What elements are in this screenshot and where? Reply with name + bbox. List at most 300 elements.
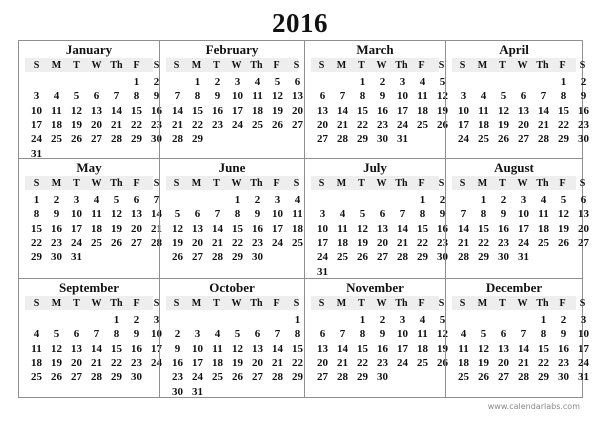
day-cell: 24 [458,133,469,146]
day-cell: 10 [458,104,469,117]
day-cell: 7 [520,328,527,341]
weekday-label: S [153,178,160,189]
day-cell: 6 [133,194,140,206]
day-cell: 1 [359,314,366,326]
day-cell: 12 [498,104,509,117]
day-cell: 22 [538,356,549,369]
month-name: March [356,42,394,57]
day-cell: 21 [397,236,408,249]
day-cell: 20 [498,356,509,369]
day-cell: 19 [272,104,283,117]
calendar-year-title: 2016 [272,8,328,38]
day-cell: 21 [458,236,469,249]
weekday-label: F [273,178,280,189]
weekday-label: Th [395,178,408,189]
day-cell: 21 [337,118,348,131]
weekday-label: M [477,178,488,189]
day-cell: 18 [417,342,428,355]
day-cell: 25 [91,236,102,249]
weekday-label: S [318,298,325,309]
calendar-grid [18,40,589,398]
weekday-label: W [376,178,387,189]
day-cell: 23 [212,118,223,131]
day-cell: 17 [578,342,589,355]
day-cell: 8 [33,208,40,221]
day-cell: 6 [379,208,386,221]
day-cell: 26 [478,371,489,384]
day-cell: 19 [51,356,62,369]
day-cell: 29 [558,133,569,146]
day-cell: 25 [292,236,303,249]
day-cell: 3 [520,194,527,206]
day-cell: 31 [71,251,82,264]
day-cell: 7 [399,208,406,221]
day-cell: 14 [172,104,183,117]
day-cell: 18 [212,356,223,369]
day-cell: 30 [172,385,183,398]
day-cell: 6 [520,90,527,103]
day-cell: 29 [357,371,368,384]
day-cell: 17 [151,342,162,355]
day-cell: 12 [558,208,569,221]
day-cell: 18 [51,118,62,131]
day-cell: 17 [458,118,469,131]
day-cell: 6 [194,208,201,221]
weekday-label: F [559,298,566,309]
weekday-label: W [231,178,242,189]
day-cell: 13 [578,208,589,221]
day-cell: 8 [419,208,426,221]
weekday-label: S [438,298,445,309]
day-cell: 7 [339,90,346,103]
weekday-label: S [173,298,180,309]
day-cell: 2 [379,314,386,326]
weekday-label: S [459,178,466,189]
day-cell: 9 [580,90,587,103]
weekday-label: Th [536,298,549,309]
day-cell: 6 [319,90,326,103]
day-cell: 14 [518,342,529,355]
day-cell: 11 [91,208,102,221]
day-cell: 6 [580,194,587,206]
day-cell: 27 [131,236,142,249]
day-cell: 25 [31,371,42,384]
day-cell: 3 [580,314,587,326]
day-cell: 22 [357,356,368,369]
weekday-label: Th [536,178,549,189]
weekday-label: W [517,298,528,309]
day-cell: 5 [274,76,281,88]
day-cell: 8 [133,90,140,103]
day-cell: 7 [113,90,120,103]
day-cell: 10 [518,208,529,221]
day-cell: 25 [417,118,428,131]
day-cell: 19 [498,118,509,131]
weekday-label: W [91,298,102,309]
day-cell: 2 [53,194,60,206]
day-cell: 16 [212,104,223,117]
day-cell: 7 [214,208,221,221]
day-cell: 14 [397,222,408,235]
month-name: October [209,280,255,295]
day-cell: 2 [439,194,446,206]
day-cell: 14 [458,222,469,235]
day-cell: 20 [292,104,303,117]
weekday-label: Th [250,298,263,309]
day-cell: 11 [252,90,263,103]
weekday-label: S [33,298,40,309]
weekday-label: Th [395,60,408,71]
day-cell: 16 [558,342,569,355]
day-cell: 1 [234,194,241,206]
day-cell: 18 [478,118,489,131]
day-cell: 26 [498,133,509,146]
day-cell: 26 [71,133,82,146]
weekday-label: W [231,60,242,71]
day-cell: 20 [317,356,328,369]
day-cell: 13 [518,104,529,117]
weekday-label: M [336,298,347,309]
day-cell: 26 [437,356,448,369]
weekday-label: S [173,178,180,189]
day-cell: 12 [357,222,368,235]
day-cell: 3 [319,208,326,221]
day-cell: 29 [232,251,243,264]
day-cell: 21 [172,118,183,131]
day-cell: 13 [317,104,328,117]
day-cell: 16 [151,104,162,117]
day-cell: 23 [377,118,388,131]
month-name: January [65,42,113,57]
day-cell: 15 [558,104,569,117]
day-cell: 7 [274,328,281,341]
day-cell: 30 [377,133,388,146]
weekday-label: Th [250,178,263,189]
month-name: June [218,160,246,175]
weekday-label: S [153,298,160,309]
day-cell: 29 [192,133,203,146]
day-cell: 8 [540,328,547,341]
day-cell: 24 [578,356,589,369]
day-cell: 16 [252,222,263,235]
day-cell: 13 [192,222,203,235]
weekday-label: W [231,298,242,309]
day-cell: 5 [73,90,80,103]
day-cell: 15 [31,222,42,235]
day-cell: 12 [172,222,183,235]
day-cell: 13 [252,342,263,355]
weekday-label: F [559,178,566,189]
day-cell: 20 [578,222,589,235]
day-cell: 3 [399,76,406,88]
day-cell: 8 [294,328,301,341]
weekday-label: S [153,60,160,71]
day-cell: 1 [419,194,426,206]
day-cell: 24 [317,251,328,264]
day-cell: 31 [192,385,203,398]
day-cell: 9 [379,328,386,341]
weekday-label: S [33,60,40,71]
day-cell: 2 [133,314,140,326]
day-cell: 22 [31,236,42,249]
weekday-label: Th [395,298,408,309]
day-cell: 14 [151,208,162,221]
day-cell: 20 [317,118,328,131]
weekday-label: T [499,298,506,309]
day-cell: 18 [538,222,549,235]
day-cell: 24 [397,118,408,131]
day-cell: 21 [111,118,122,131]
day-cell: 17 [317,236,328,249]
weekday-label: S [293,298,300,309]
weekday-label: T [213,60,220,71]
day-cell: 4 [214,328,221,341]
day-cell: 2 [153,76,160,88]
day-cell: 22 [232,236,243,249]
month-january [19,41,162,160]
day-cell: 4 [93,194,100,206]
day-cell: 29 [292,371,303,384]
day-cell: 14 [337,104,348,117]
day-cell: 15 [131,104,142,117]
day-cell: 14 [538,104,549,117]
day-cell: 18 [458,356,469,369]
weekday-label: F [559,60,566,71]
day-cell: 30 [498,251,509,264]
day-cell: 21 [337,356,348,369]
day-cell: 7 [93,328,100,341]
day-cell: 17 [232,104,243,117]
day-cell: 11 [478,104,489,117]
day-cell: 23 [51,236,62,249]
weekday-label: Th [536,60,549,71]
day-cell: 27 [292,118,303,131]
day-cell: 18 [417,104,428,117]
weekday-label: M [477,60,488,71]
day-cell: 1 [359,76,366,88]
weekday-label: T [213,298,220,309]
day-cell: 30 [252,251,263,264]
day-cell: 3 [460,90,467,103]
day-cell: 4 [339,208,346,221]
day-cell: 11 [292,208,303,221]
day-cell: 21 [272,356,283,369]
day-cell: 19 [111,222,122,235]
day-cell: 19 [357,236,368,249]
day-cell: 4 [254,76,261,88]
weekday-label: F [418,298,425,309]
day-cell: 23 [558,356,569,369]
day-cell: 3 [399,314,406,326]
day-cell: 1 [560,76,567,88]
weekday-label: F [273,298,280,309]
day-cell: 16 [377,104,388,117]
day-cell: 1 [294,314,301,326]
day-cell: 13 [292,90,303,103]
day-cell: 28 [337,371,348,384]
day-cell: 8 [359,90,366,103]
day-cell: 9 [379,90,386,103]
day-cell: 20 [71,356,82,369]
day-cell: 5 [439,76,446,88]
day-cell: 17 [71,222,82,235]
day-cell: 7 [339,328,346,341]
weekday-label: S [579,298,586,309]
day-cell: 29 [31,251,42,264]
day-cell: 28 [172,133,183,146]
weekday-label: F [133,178,140,189]
day-cell: 28 [458,251,469,264]
day-cell: 3 [33,90,40,103]
weekday-label: T [499,178,506,189]
day-cell: 30 [151,133,162,146]
day-cell: 11 [417,90,428,103]
day-cell: 10 [272,208,283,221]
month-name: May [76,160,102,175]
day-cell: 25 [458,371,469,384]
day-cell: 22 [357,118,368,131]
day-cell: 11 [212,342,223,355]
weekday-label: W [517,178,528,189]
weekday-label: F [418,60,425,71]
day-cell: 14 [111,104,122,117]
day-cell: 27 [317,371,328,384]
weekday-label: M [51,60,62,71]
day-cell: 4 [480,90,487,103]
day-cell: 1 [194,76,201,88]
day-cell: 23 [131,356,142,369]
weekday-label: M [51,298,62,309]
day-cell: 2 [174,328,181,341]
weekday-label: S [293,178,300,189]
weekday-label: T [213,178,220,189]
day-cell: 22 [131,118,142,131]
day-cell: 18 [91,222,102,235]
day-cell: 26 [558,236,569,249]
day-cell: 16 [578,104,589,117]
weekday-label: M [336,178,347,189]
day-cell: 22 [192,118,203,131]
weekday-label: S [293,60,300,71]
day-cell: 20 [91,118,102,131]
month-april [445,41,589,158]
weekday-label: M [51,178,62,189]
day-cell: 11 [51,104,62,117]
day-cell: 6 [319,328,326,341]
day-cell: 12 [272,90,283,103]
day-cell: 23 [578,118,589,131]
day-cell: 19 [478,356,489,369]
day-cell: 7 [460,208,467,221]
weekday-label: S [579,60,586,71]
day-cell: 24 [232,118,243,131]
day-cell: 4 [33,328,40,341]
day-cell: 9 [254,208,261,221]
day-cell: 20 [518,118,529,131]
weekday-label: S [173,60,180,71]
month-february [159,41,304,158]
day-cell: 24 [192,371,203,384]
day-cell: 17 [192,356,203,369]
day-cell: 15 [478,222,489,235]
month-august [445,158,589,278]
day-cell: 17 [397,342,408,355]
day-cell: 8 [234,208,241,221]
day-cell: 18 [292,222,303,235]
day-cell: 28 [111,133,122,146]
day-cell: 7 [153,194,160,206]
day-cell: 10 [317,222,328,235]
weekday-label: F [418,178,425,189]
month-november [304,278,448,397]
day-cell: 13 [91,104,102,117]
month-name: February [205,42,259,57]
day-cell: 13 [71,342,82,355]
weekday-label: S [579,178,586,189]
day-cell: 12 [51,342,62,355]
day-cell: 1 [33,194,40,206]
weekday-label: W [91,60,102,71]
weekday-label: Th [110,178,123,189]
month-name: April [499,42,529,57]
day-cell: 5 [53,328,60,341]
weekday-label: Th [110,60,123,71]
weekday-label: T [73,60,80,71]
day-cell: 20 [252,356,263,369]
day-cell: 26 [232,371,243,384]
day-cell: 15 [357,104,368,117]
day-cell: 3 [153,314,160,326]
day-cell: 29 [131,133,142,146]
day-cell: 21 [212,236,223,249]
day-cell: 15 [417,222,428,235]
day-cell: 6 [500,328,507,341]
day-cell: 10 [578,328,589,341]
day-cell: 12 [71,104,82,117]
day-cell: 24 [71,236,82,249]
day-cell: 10 [71,208,82,221]
weekday-label: S [459,298,466,309]
weekday-label: W [517,60,528,71]
month-july [304,158,448,278]
day-cell: 21 [151,222,162,235]
weekday-label: M [477,298,488,309]
day-cell: 15 [292,342,303,355]
day-cell: 7 [540,90,547,103]
month-name: November [346,280,404,295]
day-cell: 5 [113,194,120,206]
day-cell: 15 [357,342,368,355]
day-cell: 25 [51,133,62,146]
day-cell: 2 [379,76,386,88]
weekday-label: F [133,298,140,309]
day-cell: 14 [272,342,283,355]
day-cell: 29 [478,251,489,264]
day-cell: 28 [538,133,549,146]
day-cell: 5 [174,208,181,221]
day-cell: 27 [252,371,263,384]
day-cell: 28 [272,371,283,384]
day-cell: 2 [214,76,221,88]
day-cell: 31 [31,147,42,160]
day-cell: 22 [558,118,569,131]
day-cell: 14 [212,222,223,235]
day-cell: 6 [93,90,100,103]
day-cell: 15 [111,342,122,355]
day-cell: 5 [359,208,366,221]
weekday-label: W [376,60,387,71]
site-watermark: www.calendarlabs.com [487,402,580,411]
